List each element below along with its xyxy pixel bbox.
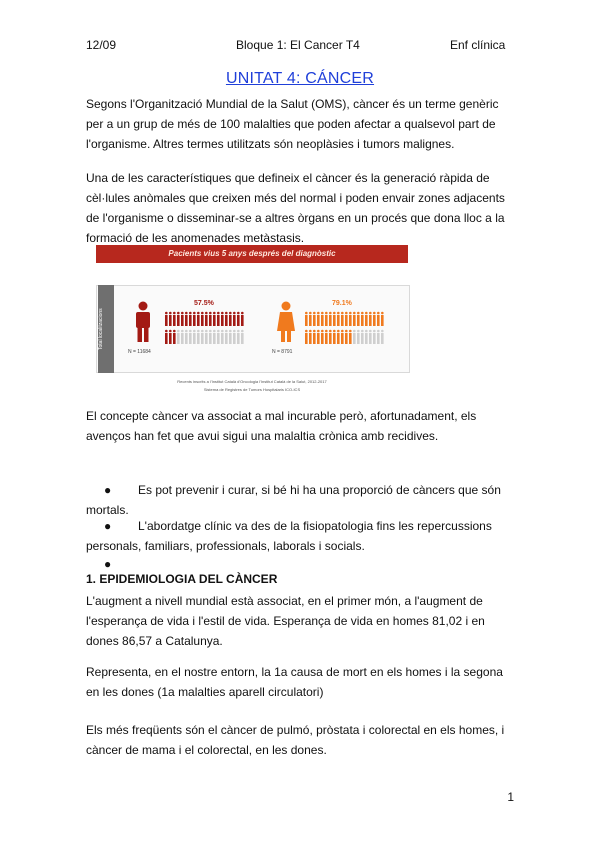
page-number: 1: [507, 790, 514, 804]
person-mark: [181, 330, 184, 344]
person-mark: [361, 312, 364, 326]
person-mark: [305, 312, 308, 326]
person-mark: [241, 312, 244, 326]
page-title: UNITAT 4: CÁNCER: [225, 70, 375, 87]
person-mark: [381, 330, 384, 344]
person-mark: [225, 312, 228, 326]
person-mark: [341, 312, 344, 326]
person-mark: [329, 312, 332, 326]
section-heading: 1. EPIDEMIOLOGIA DEL CÀNCER: [86, 572, 278, 586]
infographic-banner: Pacients vius 5 anys després del diagnòstic: [96, 245, 408, 263]
person-mark: [313, 330, 316, 344]
person-mark: [317, 312, 320, 326]
person-mark: [185, 330, 188, 344]
person-mark: [353, 312, 356, 326]
men-n-label: N = 11684: [128, 349, 151, 355]
person-mark: [173, 330, 176, 344]
person-mark: [229, 330, 232, 344]
person-mark: [221, 330, 224, 344]
bullet-item: [86, 480, 518, 520]
survival-infographic: [96, 245, 408, 393]
person-mark: [173, 312, 176, 326]
infographic-side-label: Total localitzacions: [98, 285, 114, 373]
person-mark: [213, 330, 216, 344]
person-mark: [329, 330, 332, 344]
person-mark: [197, 330, 200, 344]
person-mark: [333, 312, 336, 326]
infographic-source-2: Sistema de Registres de Tumors Hospitalaris ICO-ICS: [203, 387, 301, 392]
men-percent: 57.5%: [194, 300, 214, 307]
men-survival-grid: [164, 311, 244, 347]
person-mark: [229, 312, 232, 326]
person-mark: [353, 330, 356, 344]
person-mark: [225, 330, 228, 344]
person-mark: [165, 312, 168, 326]
bullet-text: Es pot prevenir i curar, si bé hi ha una proporció de càncers que són mortals.: [86, 483, 501, 517]
person-mark: [337, 312, 340, 326]
paragraph-concept: El concepte càncer va associat a mal incurable però, afortunadament, els avenços han fet que avui sigui una malaltia crònica amb recidives.: [86, 409, 477, 443]
female-figure-icon: [276, 301, 296, 343]
person-mark: [213, 312, 216, 326]
person-mark: [321, 312, 324, 326]
person-mark: [345, 330, 348, 344]
person-mark: [189, 330, 192, 344]
person-mark: [201, 330, 204, 344]
person-mark: [349, 330, 352, 344]
person-mark: [369, 330, 372, 344]
bullet-text: L'abordatge clínic va des de la fisiopatologia fins les repercussions personals, familiars, professionals, laborals i socials.: [86, 519, 492, 553]
person-mark: [221, 312, 224, 326]
person-mark: [201, 312, 204, 326]
women-percent: 79.1%: [332, 300, 352, 307]
person-mark: [337, 330, 340, 344]
person-mark: [169, 312, 172, 326]
header-subject: Enf clínica: [450, 38, 506, 52]
person-mark: [217, 330, 220, 344]
person-mark: [377, 312, 380, 326]
person-mark: [373, 312, 376, 326]
person-mark: [177, 312, 180, 326]
person-mark: [381, 312, 384, 326]
person-mark: [193, 330, 196, 344]
person-mark: [361, 330, 364, 344]
header-block: Bloque 1: El Cancer T4: [236, 38, 360, 52]
bullet-dot-icon: ●: [104, 519, 112, 533]
person-mark: [237, 330, 240, 344]
person-mark: [165, 330, 168, 344]
person-mark: [305, 330, 308, 344]
paragraph-cause-of-death: Representa, en el nostre entorn, la 1a causa de mort en els homes i la segona en les dones (1a malalties aparell circulatori): [86, 665, 503, 699]
person-mark: [317, 330, 320, 344]
person-mark: [205, 312, 208, 326]
person-mark: [205, 330, 208, 344]
person-mark: [373, 330, 376, 344]
person-mark: [365, 330, 368, 344]
person-mark: [189, 312, 192, 326]
person-mark: [349, 312, 352, 326]
person-mark: [185, 312, 188, 326]
person-mark: [309, 312, 312, 326]
paragraph-most-frequent: Els més freqüents són el càncer de pulmó, pròstata i colorectal en els homes, i càncer de mama i el colorectal, en les dones.: [86, 723, 505, 757]
person-mark: [169, 330, 172, 344]
person-mark: [357, 312, 360, 326]
person-mark: [241, 330, 244, 344]
person-mark: [181, 312, 184, 326]
infographic-source-1: Recents inscrits a l'Institut Català d'Oncologia l'Institut Català de la Salut, 2012-2017: [177, 379, 327, 384]
male-figure-icon: [134, 301, 152, 343]
paragraph-worldwide-increase: L'augment a nivell mundial està associat, en el primer món, a l'augment de l'esperança de vida i l'estil de vida. Esperança de vida en homes 81,02 i en dones 86,57 a Catalunya.: [86, 594, 485, 648]
person-mark: [377, 330, 380, 344]
person-mark: [309, 330, 312, 344]
person-mark: [233, 330, 236, 344]
person-mark: [369, 312, 372, 326]
person-mark: [237, 312, 240, 326]
person-mark: [325, 330, 328, 344]
paragraph-intro: Segons l'Organització Mundial de la Salut (OMS), càncer és un terme genèric per a un grup de més de 100 malalties que poden afectar a qualsevol part de l'organisme. Altres termes utilitzats són neoplàsies i tumors malignes.: [86, 97, 499, 151]
person-mark: [233, 312, 236, 326]
person-mark: [193, 312, 196, 326]
person-mark: [365, 312, 368, 326]
person-mark: [209, 330, 212, 344]
women-survival-grid: [304, 311, 384, 347]
person-mark: [313, 312, 316, 326]
person-mark: [197, 312, 200, 326]
paragraph-characteristics: Una de les característiques que defineix el càncer és la generació ràpida de cèl·lules anòmales que creixen més del normal i poden envair zones adjacents de l'organisme o disseminar-se a altres òrgans en un procés que dona lloc a la formació de les anomenades metàstasis.: [86, 171, 505, 245]
person-mark: [209, 312, 212, 326]
person-mark: [325, 312, 328, 326]
person-mark: [341, 330, 344, 344]
person-mark: [217, 312, 220, 326]
bullet-dot-icon: ●: [104, 483, 112, 497]
bullet-dot-icon: ●: [104, 557, 112, 571]
bullet-item: [86, 516, 518, 556]
person-mark: [177, 330, 180, 344]
women-n-label: N = 8791: [272, 349, 293, 355]
person-mark: [357, 330, 360, 344]
person-mark: [321, 330, 324, 344]
person-mark: [345, 312, 348, 326]
header-date: 12/09: [86, 38, 117, 52]
person-mark: [333, 330, 336, 344]
